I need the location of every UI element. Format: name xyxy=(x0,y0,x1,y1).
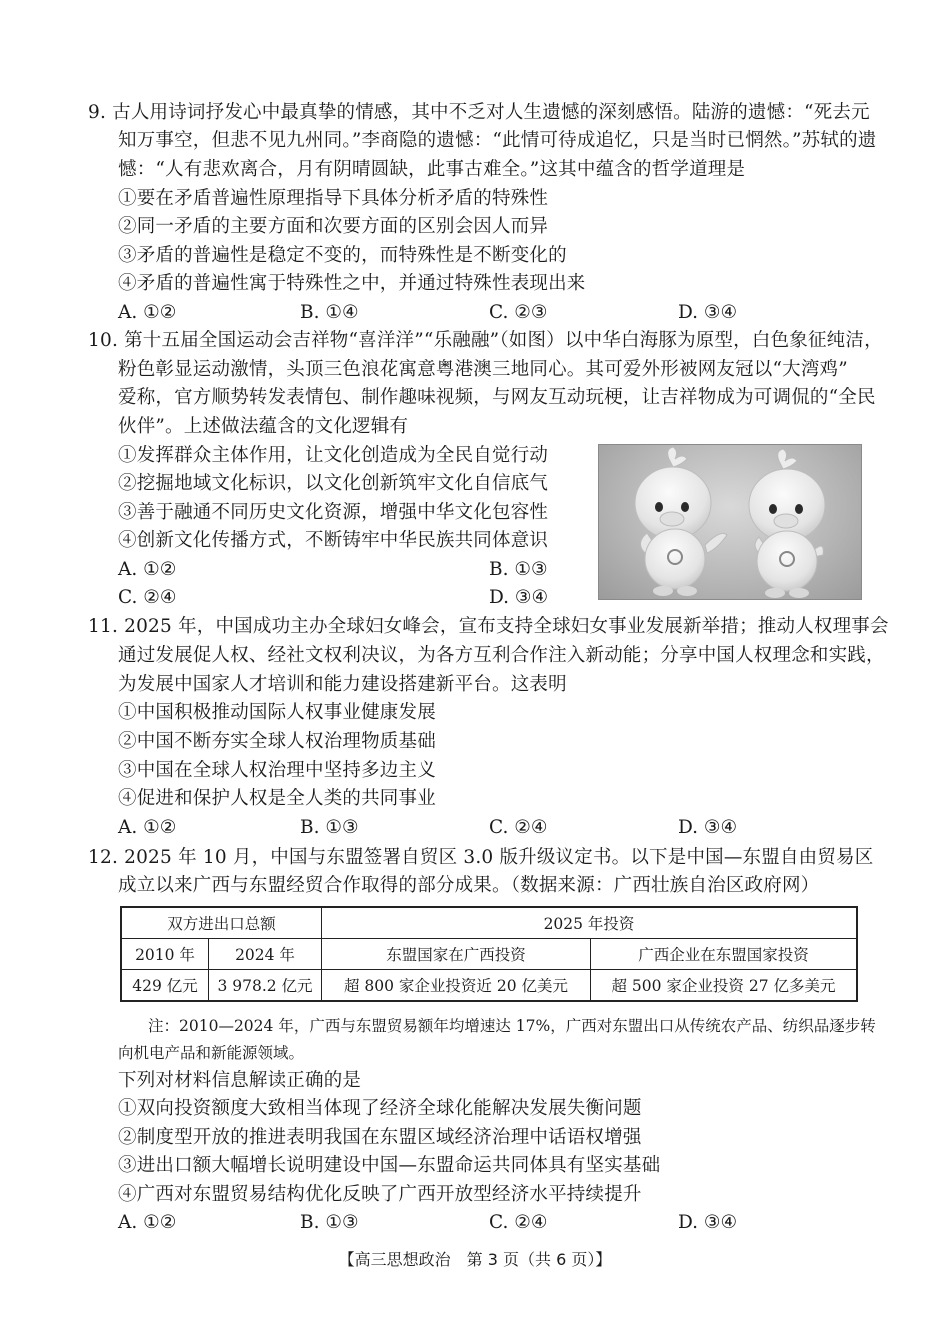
q9-stem-line-3: 憾：“人有悲欢离合，月有阴晴圆缺，此事古难全。”这其中蕴含的哲学道理是 xyxy=(118,159,746,180)
q9-statement-1: ①要在矛盾普遍性原理指导下具体分析矛盾的特殊性 xyxy=(118,188,549,209)
q11-option-a: A. ①② xyxy=(118,817,177,838)
q10-statement-4: ④创新文化传播方式，不断铸牢中华民族共同体意识 xyxy=(118,530,549,551)
q12-option-a: A. ①② xyxy=(118,1212,177,1233)
q10-stem-line-2: 粉色彰显运动激情，头顶三色浪花寓意粤港澳三地同心。其可爱外形被网友冠以“大湾鸡” xyxy=(118,359,848,380)
q11-stem-line-2: 通过发展促人权、经社文权利决议，为各方互利合作注入新动能；分享中国人权理念和实践， xyxy=(118,645,885,666)
mascot-left xyxy=(635,447,727,596)
table-subheader-guangxi-in-asean: 广西企业在东盟国家投资 xyxy=(591,939,858,970)
q11-statement-3: ③中国在全球人权治理中坚持多边主义 xyxy=(118,760,436,781)
q10-options-row-2 xyxy=(0,585,590,611)
table-cell-2010-value: 429 亿元 xyxy=(121,970,209,1002)
q10-statement-1: ①发挥群众主体作用，让文化创造成为全民自觉行动 xyxy=(118,445,549,466)
page-footer: 【高三思想政治 第 3 页（共 6 页）】 xyxy=(338,1250,612,1269)
q9-option-d: D. ③④ xyxy=(678,302,738,323)
q9-option-a: A. ①② xyxy=(118,302,177,323)
q9-stem-line-1: 9. 古人用诗词抒发心中最真挚的情感，其中不乏对人生遗憾的深刻感悟。陆游的遗憾：“死去元 xyxy=(88,102,870,123)
q10-option-c: C. ②④ xyxy=(118,587,177,608)
q9-option-c: C. ②③ xyxy=(489,302,548,323)
q9-statement-3: ③矛盾的普遍性是稳定不变的，而特殊性是不断变化的 xyxy=(118,245,567,266)
q10-stem-line-4: 伙伴”。上述做法蕴含的文化逻辑有 xyxy=(118,416,409,437)
table-header-investment: 2025 年投资 xyxy=(322,907,858,939)
trade-data-table xyxy=(120,906,858,1002)
q11-stem-line-1: 11. 2025 年，中国成功主办全球妇女峰会，宣布支持全球妇女事业发展新举措；推动人权理事会 xyxy=(88,616,889,637)
q10-stem-line-3: 爱称，官方顺势转发表情包、制作趣味视频，与网友互动玩梗，让吉祥物成为可调侃的“全民 xyxy=(118,387,876,408)
q12-statement-2: ②制度型开放的推进表明我国在东盟区域经济治理中话语权增强 xyxy=(118,1127,642,1148)
q11-option-d: D. ③④ xyxy=(678,817,738,838)
q11-options xyxy=(0,815,950,841)
q12-stem-line-1: 12. 2025 年 10 月，中国与东盟签署自贸区 3.0 版升级议定书。以下是中国—东盟自由贸易区 xyxy=(88,847,874,868)
q12-statement-4: ④广西对东盟贸易结构优化反映了广西开放型经济水平持续提升 xyxy=(118,1184,642,1205)
q10-option-a: A. ①② xyxy=(118,559,177,580)
q12-options xyxy=(0,1210,950,1236)
q12-statement-1: ①双向投资额度大致相当体现了经济全球化能解决发展失衡问题 xyxy=(118,1098,642,1119)
table-cell-asean-investment: 超 800 家企业投资近 20 亿美元 xyxy=(322,970,591,1002)
table-subheader-asean-in-guangxi: 东盟国家在广西投资 xyxy=(322,939,591,970)
q11-statement-1: ①中国积极推动国际人权事业健康发展 xyxy=(118,702,436,723)
mascot-illustration xyxy=(599,445,861,599)
q10-option-d: D. ③④ xyxy=(489,587,549,608)
q12-option-c: C. ②④ xyxy=(489,1212,548,1233)
q10-options-row-1 xyxy=(0,557,590,583)
table-subheader-2024: 2024 年 xyxy=(209,939,322,970)
q10-stem-line-1: 10. 第十五届全国运动会吉祥物“喜洋洋”“乐融融”（如图）以中华白海豚为原型，白色象征纯洁， xyxy=(88,330,883,351)
table-cell-2024-value: 3 978.2 亿元 xyxy=(209,970,322,1002)
table-cell-guangxi-investment: 超 500 家企业投资 27 亿多美元 xyxy=(591,970,858,1002)
q11-option-c: C. ②④ xyxy=(489,817,548,838)
q10-statement-3: ③善于融通不同历史文化资源，增强中华文化包容性 xyxy=(118,502,549,523)
q11-stem-line-3: 为发展中国家人才培训和能力建设搭建新平台。这表明 xyxy=(118,674,567,695)
q11-statement-4: ④促进和保护人权是全人类的共同事业 xyxy=(118,788,436,809)
q11-statement-2: ②中国不断夯实全球人权治理物质基础 xyxy=(118,731,436,752)
q12-statement-3: ③进出口额大幅增长说明建设中国—东盟命运共同体具有坚实基础 xyxy=(118,1155,661,1176)
q12-stem-line-2: 成立以来广西与东盟经贸合作取得的部分成果。（数据来源：广西壮族自治区政府网） xyxy=(118,875,820,896)
q12-option-d: D. ③④ xyxy=(678,1212,738,1233)
table-subheader-2010: 2010 年 xyxy=(121,939,209,970)
mascot-right xyxy=(749,449,825,598)
q12-note-line-2: 向机电产品和新能源领域。 xyxy=(118,1044,305,1062)
q9-option-b: B. ①④ xyxy=(300,302,359,323)
q12-question: 下列对材料信息解读正确的是 xyxy=(118,1070,362,1091)
q11-option-b: B. ①③ xyxy=(300,817,359,838)
q12-note-line-1: 注：2010—2024 年，广西与东盟贸易额年均增速达 17%，广西对东盟出口从传统农产品、纺织品逐步转 xyxy=(148,1017,876,1035)
q10-option-b: B. ①③ xyxy=(489,559,548,580)
mascot-photo xyxy=(598,444,862,600)
q9-statement-4: ④矛盾的普遍性寓于特殊性之中，并通过特殊性表现出来 xyxy=(118,273,586,294)
q9-options xyxy=(0,300,950,326)
q10-statement-2: ②挖掘地域文化标识，以文化创新筑牢文化自信底气 xyxy=(118,473,549,494)
q9-statement-2: ②同一矛盾的主要方面和次要方面的区别会因人而异 xyxy=(118,216,549,237)
q9-stem-line-2: 知万事空，但悲不见九州同。”李商隐的遗憾：“此情可待成追忆，只是当时已惘然。”苏轼的遗 xyxy=(118,130,877,151)
table-header-trade-total: 双方进出口总额 xyxy=(121,907,322,939)
q12-option-b: B. ①③ xyxy=(300,1212,359,1233)
